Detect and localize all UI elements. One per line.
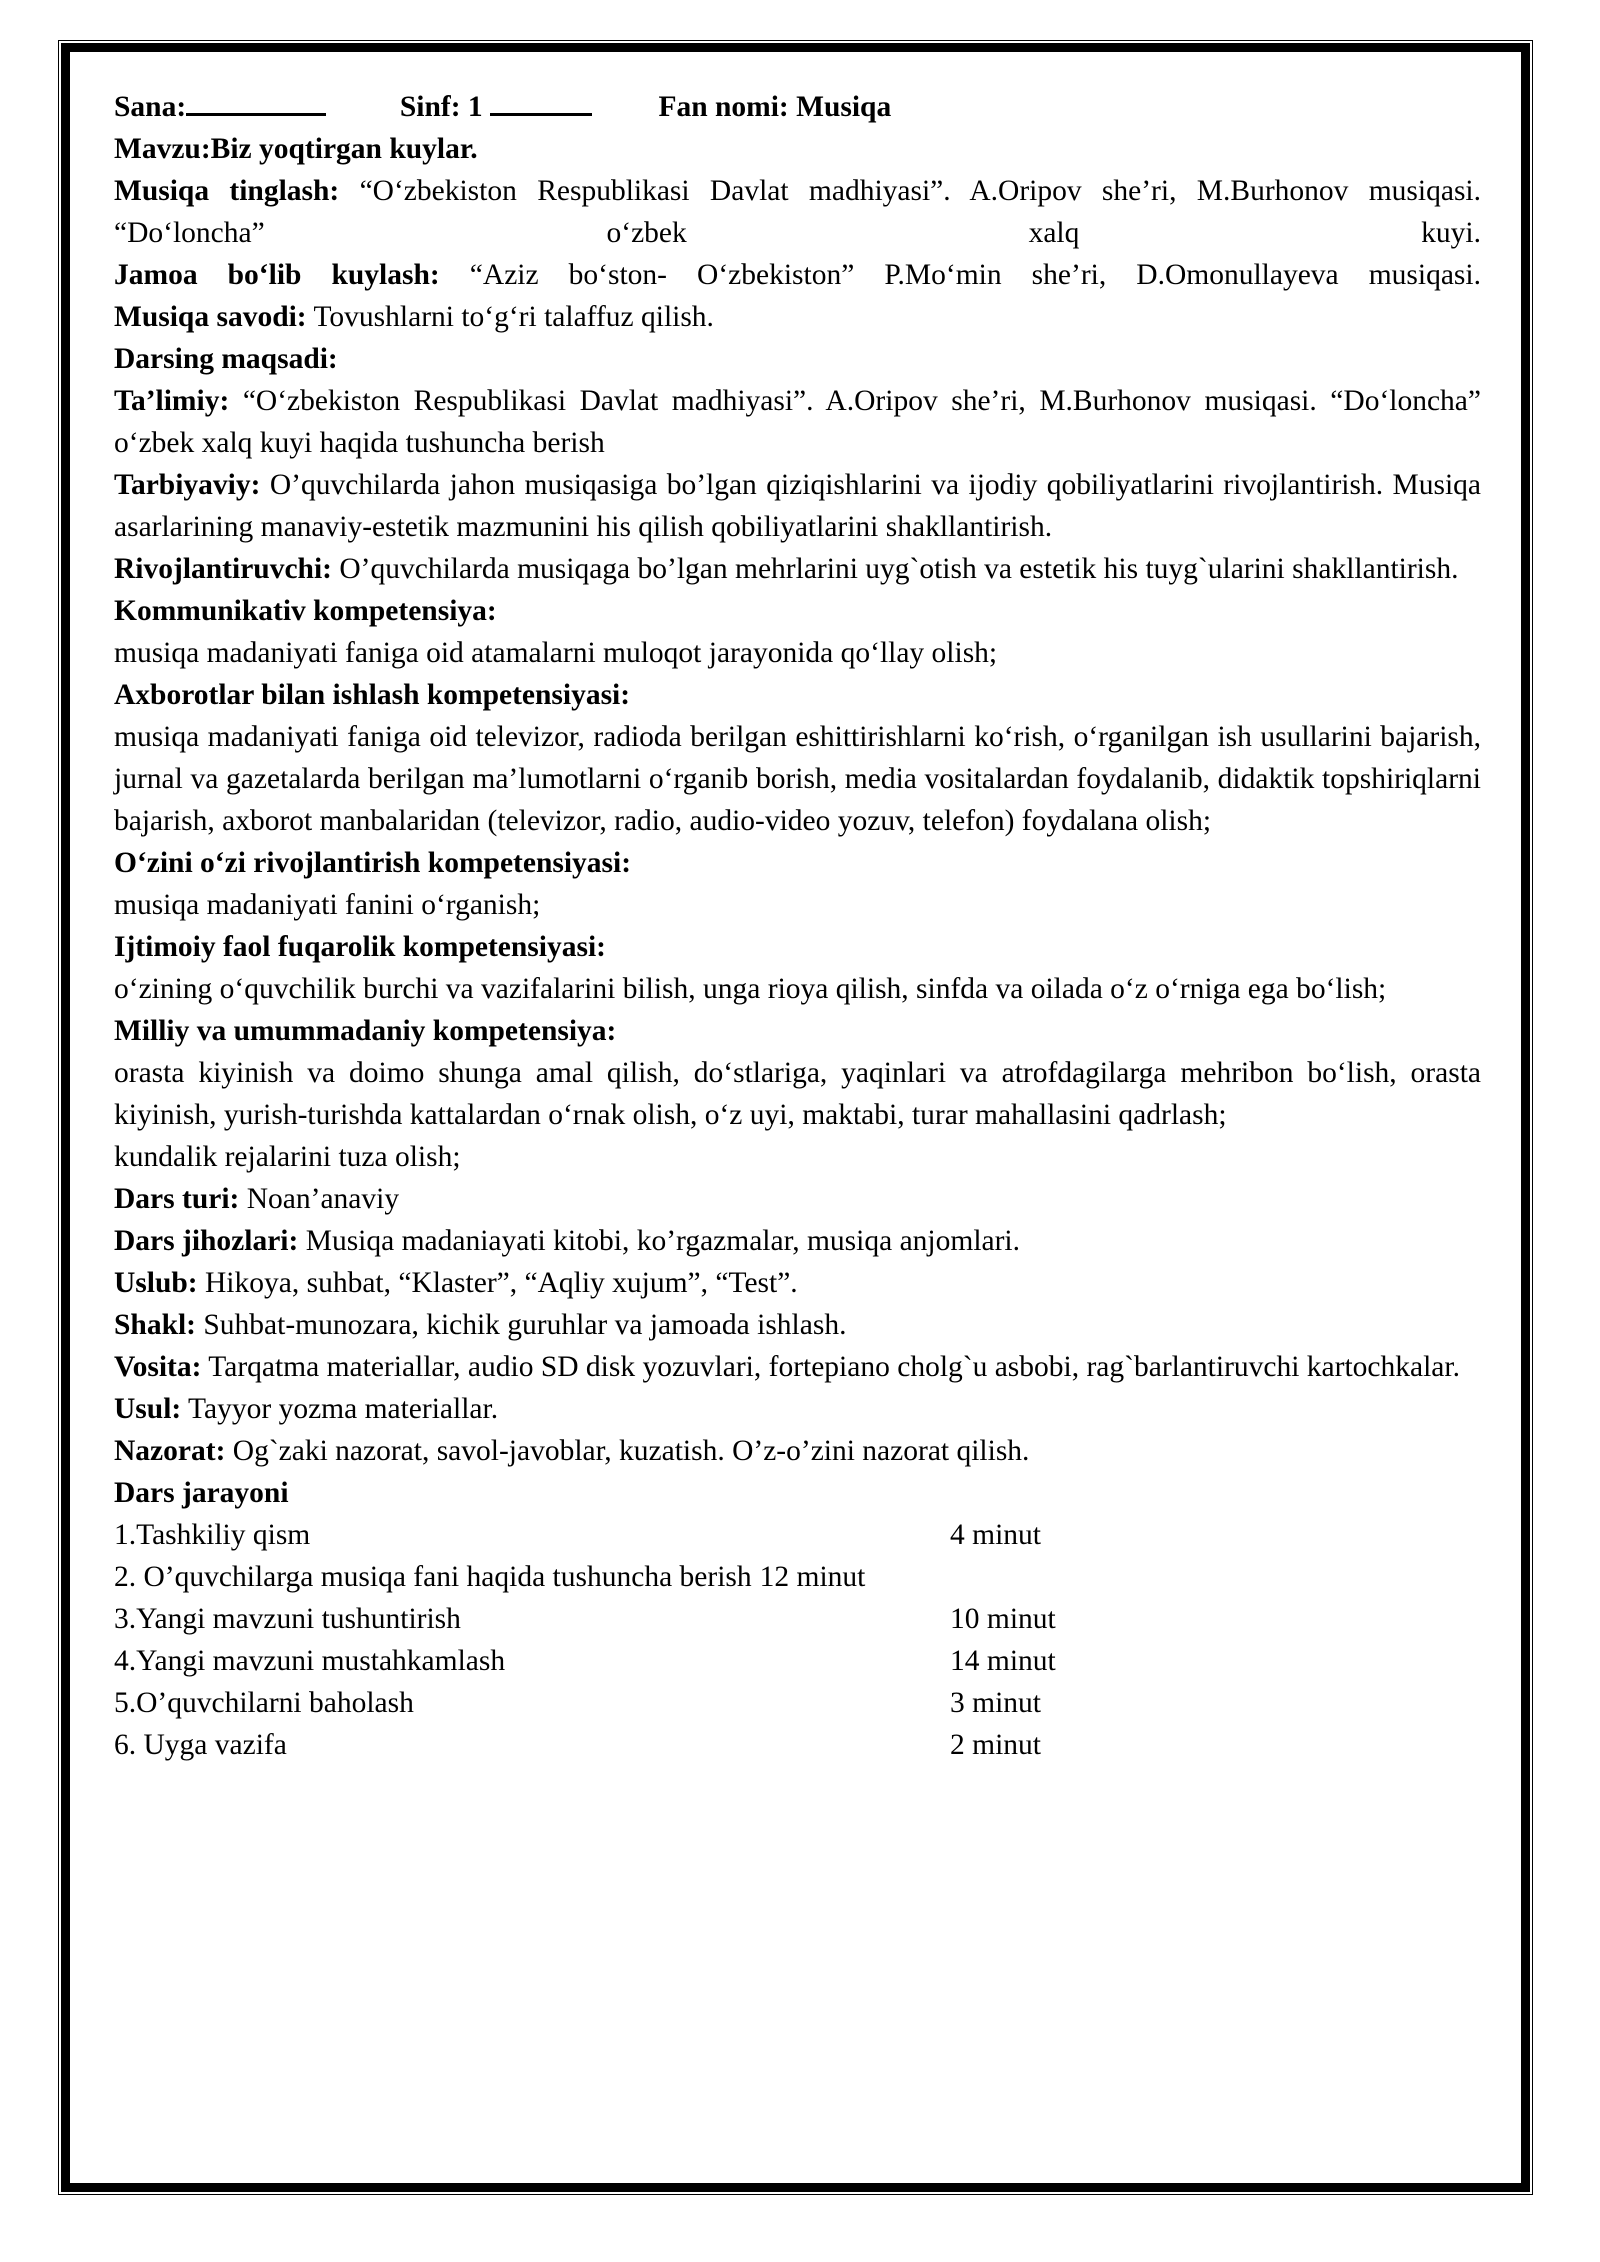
competency-heading-text: Kommunikativ kompetensiya: bbox=[114, 595, 497, 627]
detail-label: Dars jihozlari: bbox=[114, 1225, 299, 1257]
section-tarbiyaviy bbox=[114, 464, 1481, 548]
detail-label: Shakl: bbox=[114, 1309, 196, 1341]
section-label: Darsing maqsadi: bbox=[114, 343, 338, 375]
detail-nazorat bbox=[114, 1430, 1481, 1472]
process-row-label: 2. O’quvchilarga musiqa fani haqida tushuncha berish bbox=[114, 1561, 752, 1593]
detail-usul bbox=[114, 1388, 1481, 1430]
competency-heading-text: Ijtimoiy faol fuqarolik kompetensiyasi: bbox=[114, 931, 606, 963]
section-label: Musiqa tinglash: bbox=[114, 175, 340, 207]
competency-body-axborotlar: musiqa madaniyati faniga oid televizor, radioda berilgan eshittirishlarni ko‘rish, o‘rganilgan ish usullarini bajarish, jurnal va gazetalarda berilgan ma’lumotlarni o‘rganib borish, media vositalardan foydalanib, didaktik topshiriqlarni bajarish, axborot manbalaridan (televizor, radio, audio-video yozuv, telefon) foydalana olish; bbox=[114, 721, 1481, 837]
detail-label: Vosita: bbox=[114, 1351, 202, 1383]
date-blank-field[interactable] bbox=[186, 113, 326, 116]
process-row-label: 5.O’quvchilarni baholash bbox=[114, 1687, 414, 1719]
competency-heading-kommunikativ bbox=[114, 590, 1481, 632]
process-row-minutes: 3 minut bbox=[950, 1687, 1041, 1719]
detail-text: Suhbat-munozara, kichik guruhlar va jamoada ishlash. bbox=[196, 1309, 847, 1341]
topic-line bbox=[114, 128, 1481, 170]
competency-heading-axborotlar bbox=[114, 674, 1481, 716]
detail-shakl bbox=[114, 1304, 1481, 1346]
competency-body-ijtimoiy: o‘zining o‘quvchilik burchi va vazifalarini bilish, unga rioya qilish, sinfda va oilada o‘z o‘rniga ega bo‘lish; bbox=[114, 973, 1387, 1005]
document-content bbox=[70, 52, 1521, 2183]
subject-label: Fan nomi: Musiqa bbox=[658, 91, 892, 123]
competency-heading-text: Milliy va umummadaniy kompetensiya: bbox=[114, 1015, 617, 1047]
process-row-minutes: 2 minut bbox=[950, 1729, 1041, 1761]
section-label: Jamoa bo‘lib kuylash: bbox=[114, 259, 440, 291]
process-row bbox=[114, 1682, 1481, 1724]
detail-vosita bbox=[114, 1346, 1481, 1388]
process-heading-text: Dars jarayoni bbox=[114, 1477, 289, 1509]
competency-heading-text: Axborotlar bilan ishlash kompetensiyasi: bbox=[114, 679, 631, 711]
competency-heading-ozini-ozi bbox=[114, 842, 1481, 884]
detail-dars-jihozlari bbox=[114, 1220, 1481, 1262]
section-darsing-maqsadi bbox=[114, 338, 1481, 380]
section-text: “O‘zbekiston Respublikasi Davlat madhiyasi”. A.Oripov she’ri, M.Burhonov musiqasi. “Do‘loncha” o‘zbek xalq kuyi haqida tushuncha berish bbox=[114, 385, 1481, 459]
competency-heading-ijtimoiy bbox=[114, 926, 1481, 968]
section-text: O’quvchilarda jahon musiqasiga bo’lgan qiziqishlarini va ijodiy qobiliyatlarini rivojlantirish. Musiqa asarlarining manaviy-estetik mazmunini his qilish qobiliyatlarini shakllantirish. bbox=[114, 469, 1481, 543]
extra-line: kundalik rejalarini tuza olish; bbox=[114, 1141, 461, 1173]
detail-uslub bbox=[114, 1262, 1481, 1304]
process-row-minutes: 14 minut bbox=[950, 1645, 1056, 1677]
section-label: Tarbiyaviy: bbox=[114, 469, 261, 501]
process-row-label: 4.Yangi mavzuni mustahkamlash bbox=[114, 1645, 506, 1677]
detail-text: Hikoya, suhbat, “Klaster”, “Aqliy xujum”, “Test”. bbox=[197, 1267, 798, 1299]
process-row bbox=[114, 1556, 1481, 1598]
process-row bbox=[114, 1598, 1481, 1640]
class-blank-field[interactable] bbox=[490, 113, 592, 116]
section-label: Rivojlantiruvchi: bbox=[114, 553, 332, 585]
competency-heading-text: O‘zini o‘zi rivojlantirish kompetensiyasi: bbox=[114, 847, 632, 879]
detail-text: Og`zaki nazorat, savol-javoblar, kuzatish. O’z-o’zini nazorat qilish. bbox=[225, 1435, 1030, 1467]
detail-text: Noan’anaviy bbox=[239, 1183, 400, 1215]
process-row-minutes: 10 minut bbox=[950, 1603, 1056, 1635]
detail-label: Nazorat: bbox=[114, 1435, 226, 1467]
detail-label: Uslub: bbox=[114, 1267, 198, 1299]
section-text: “O‘zbekiston Respublikasi Davlat madhiyasi”. A.Oripov she’ri, M.Burhonov musiqasi. “Do‘loncha” o‘zbek xalq kuyi. bbox=[114, 175, 1481, 249]
section-text: O’quvchilarda musiqaga bo’lgan mehrlarini uyg`otish va estetik his tuyg`ularini shakllantirish. bbox=[331, 553, 1459, 585]
process-heading bbox=[114, 1472, 1481, 1514]
competency-body-ozini-ozi: musiqa madaniyati fanini o‘rganish; bbox=[114, 889, 541, 921]
section-musiqa-tinglash bbox=[114, 170, 1481, 254]
competency-body-kommunikativ: musiqa madaniyati faniga oid atamalarni muloqot jarayonida qo‘llay olish; bbox=[114, 637, 998, 669]
process-row-minutes: 12 minut bbox=[759, 1561, 866, 1593]
process-row bbox=[114, 1724, 1481, 1766]
section-jamoa-bolib-kuylash bbox=[114, 254, 1481, 296]
detail-text: Tayyor yozma materiallar. bbox=[181, 1393, 499, 1425]
process-row-label: 1.Tashkiliy qism bbox=[114, 1519, 311, 1551]
competency-heading-milliy bbox=[114, 1010, 1481, 1052]
topic-label: Mavzu: bbox=[114, 133, 211, 165]
detail-label: Usul: bbox=[114, 1393, 182, 1425]
section-text: “Aziz bo‘ston- O‘zbekiston” P.Mo‘min she’ri, D.Omonullayeva musiqasi. bbox=[439, 259, 1481, 291]
process-row bbox=[114, 1640, 1481, 1682]
date-label: Sana: bbox=[114, 91, 187, 123]
section-label: Musiqa savodi: bbox=[114, 301, 307, 333]
document-header bbox=[114, 86, 1481, 128]
section-label: Ta’limiy: bbox=[114, 385, 230, 417]
process-row-label: 6. Uyga vazifa bbox=[114, 1729, 287, 1761]
process-row-minutes: 4 minut bbox=[950, 1519, 1041, 1551]
process-row-label: 3.Yangi mavzuni tushuntirish bbox=[114, 1603, 461, 1635]
process-row bbox=[114, 1514, 1481, 1556]
detail-text: Tarqatma materiallar, audio SD disk yozuvlari, fortepiano cholg`u asbobi, rag`barlantiruvchi kartochkalar. bbox=[201, 1351, 1460, 1383]
detail-dars-turi bbox=[114, 1178, 1481, 1220]
page-frame bbox=[58, 40, 1533, 2195]
section-musiqa-savodi bbox=[114, 296, 1481, 338]
page-inner-border bbox=[61, 43, 1530, 2192]
detail-text: Musiqa madaniayati kitobi, ko’rgazmalar, musiqa anjomlari. bbox=[298, 1225, 1020, 1257]
topic-value: Biz yoqtirgan kuylar. bbox=[210, 133, 478, 165]
competency-body-milliy: orasta kiyinish va doimo shunga amal qilish, do‘stlariga, yaqinlari va atrofdagilarga mehribon bo‘lish, orasta kiyinish, yurish-turishda kattalardan o‘rnak olish, o‘z uyi, maktabi, turar mahallasini qadrlash; bbox=[114, 1057, 1481, 1131]
detail-label: Dars turi: bbox=[114, 1183, 240, 1215]
section-rivojlantiruvchi bbox=[114, 548, 1481, 590]
section-talimiy bbox=[114, 380, 1481, 464]
class-label: Sinf: 1 bbox=[399, 91, 483, 123]
section-text: Tovushlarni to‘g‘ri talaffuz qilish. bbox=[306, 301, 714, 333]
